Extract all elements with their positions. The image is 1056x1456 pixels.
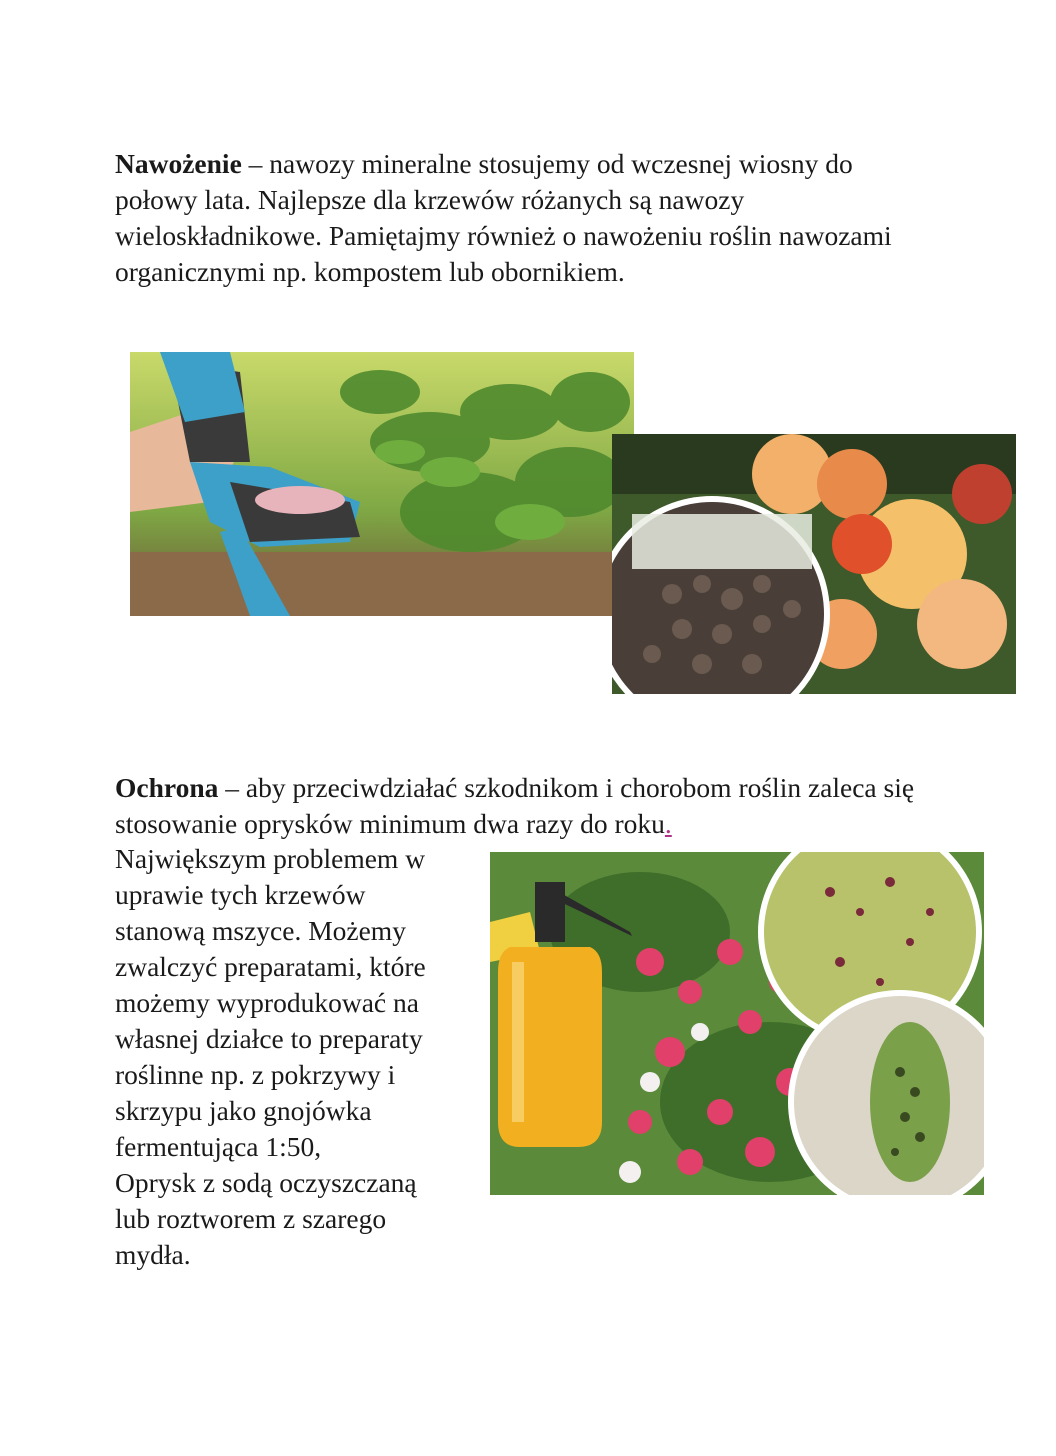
sprayer-aphids-photo (490, 852, 984, 1195)
protection-heading: Ochrona (115, 772, 219, 803)
aphids-line: roślinne np. z pokrzywy i (115, 1059, 396, 1090)
aphids-line: uprawie tych krzewów (115, 879, 366, 910)
aphids-line: mydła. (115, 1239, 191, 1270)
fertilizer-hands-photo (130, 352, 634, 616)
protection-paragraph (115, 770, 935, 842)
fertilization-paragraph (115, 146, 935, 290)
aphids-paragraph (115, 841, 480, 1273)
compost-roses-photo (612, 434, 1016, 694)
fertilization-heading: Nawożenie (115, 148, 242, 179)
aphids-line: możemy wyprodukować na (115, 987, 419, 1018)
protection-text: – aby przeciwdziałać szkodnikom i chorobom roślin zaleca się stosowanie oprysków minimum dwa razy do roku (115, 772, 915, 839)
aphids-line: własnej działce to preparaty (115, 1023, 423, 1054)
aphids-line: skrzypu jako gnojówka (115, 1095, 372, 1126)
aphids-line: zwalczyć preparatami, które (115, 951, 426, 982)
aphids-line: fermentująca 1:50, (115, 1131, 322, 1162)
aphids-line: Oprysk z sodą oczyszczaną (115, 1167, 417, 1198)
protection-trailing-dot: . (664, 808, 672, 839)
fertilization-text: – nawozy mineralne stosujemy od wczesnej wiosny do połowy lata. Najlepsze dla krzewów różanych są nawozy wieloskładnikowe. Pamiętajmy również o nawożeniu roślin nawozami organicznymi np. kompostem lub obornikiem. (115, 148, 892, 287)
aphids-line: lub roztworem z szarego (115, 1203, 387, 1234)
aphids-line: stanową mszyce. Możemy (115, 915, 406, 946)
aphids-line: Największym problemem w (115, 843, 426, 874)
